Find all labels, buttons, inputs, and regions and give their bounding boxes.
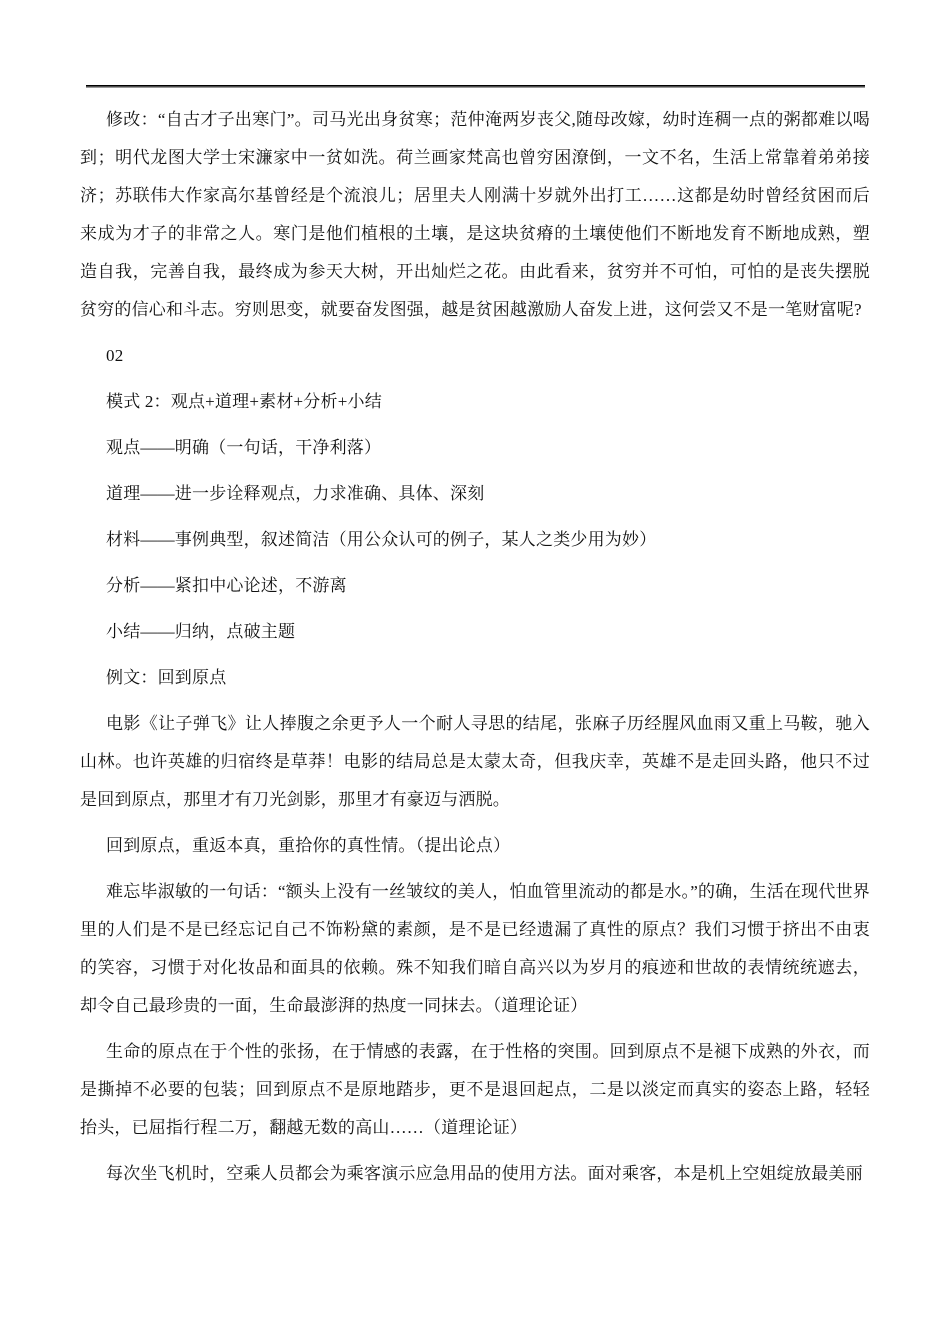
essay-thesis-line: 回到原点，重返本真，重拾你的真性情。（提出论点）: [106, 836, 511, 855]
outline-item-analysis: 分析——紧扣中心论述，不游离: [106, 576, 347, 595]
section-number: 02: [106, 346, 124, 365]
outline-item-summary: 小结——归纳，点破主题: [106, 622, 296, 641]
header-separator-line: [86, 85, 865, 88]
essay-paragraph-bishumin: 难忘毕淑敏的一句话：“额头上没有一丝皱纹的美人，怕血管里流动的都是水。”的确，生活在现代世界里的人们是不是已经忘记自己不饰粉黛的素颜，是不是已经遗漏了真性的原点？我们习惯于挤出不由衷的笑容，习惯于对化妆品和面具的依赖。殊不知我们暗自高兴以为岁月的痕迹和世故的表情统统遮去，却令自己最珍贵的一面，生命最澎湃的热度一同抹去。（道理论证）: [80, 882, 870, 1015]
pattern-heading: 模式 2：观点+道理+素材+分析+小结: [106, 392, 382, 411]
revision-example-paragraph: 修改：“自古才子出寒门”。司马光出身贫寒；范仲淹两岁丧父,随母改嫁，幼时连稠一点的粥都难以喝到；明代龙图大学士宋濂家中一贫如洗。荷兰画家梵高也曾穷困潦倒，一文不名，生活上常靠着弟弟接济；苏联伟大作家高尔基曾经是个流浪儿；居里夫人刚满十岁就外出打工……这都是幼时曾经贫困而后来成为才子的非常之人。寒门是他们植根的土壤，是这块贫瘠的土壤使他们不断地发育不断地成熟，塑造自我，完善自我，最终成为参天大树，开出灿烂之花。由此看来，贫穷并不可怕，可怕的是丧失摆脱贫穷的信心和斗志。穷则思变，就要奋发图强，越是贫困越激励人奋发上进，这何尝又不是一笔财富呢?: [80, 110, 870, 319]
example-essay-title: 例文：回到原点: [106, 668, 227, 687]
outline-item-viewpoint: 观点——明确（一句话，干净利落）: [106, 438, 382, 457]
essay-paragraph-origin: 生命的原点在于个性的张扬，在于情感的表露，在于性格的突围。回到原点不是褪下成熟的外衣，而是撕掉不必要的包装；回到原点不是原地踏步，更不是退回起点，二是以淡定而真实的姿态上路，轻轻抬头，已屈指行程二万，翻越无数的高山……（道理论证）: [80, 1042, 870, 1137]
essay-paragraph-airplane: 每次坐飞机时，空乘人员都会为乘客演示应急用品的使用方法。面对乘客，本是机上空姐绽放最美丽: [106, 1164, 863, 1183]
document-body: [80, 101, 870, 1201]
outline-item-material: 材料——事例典型，叙述简洁（用公众认可的例子，某人之类少用为妙）: [106, 530, 657, 549]
outline-item-reasoning: 道理——进一步诠释观点，力求准确、具体、深刻: [106, 484, 485, 503]
essay-paragraph-movie: 电影《让子弹飞》让人捧腹之余更予人一个耐人寻思的结尾，张麻子历经腥风血雨又重上马鞍，驰入山林。也许英雄的归宿终是草莽！电影的结局总是太蒙太奇，但我庆幸，英雄不是走回头路，他只不过是回到原点，那里才有刀光剑影，那里才有豪迈与洒脱。: [80, 714, 870, 809]
